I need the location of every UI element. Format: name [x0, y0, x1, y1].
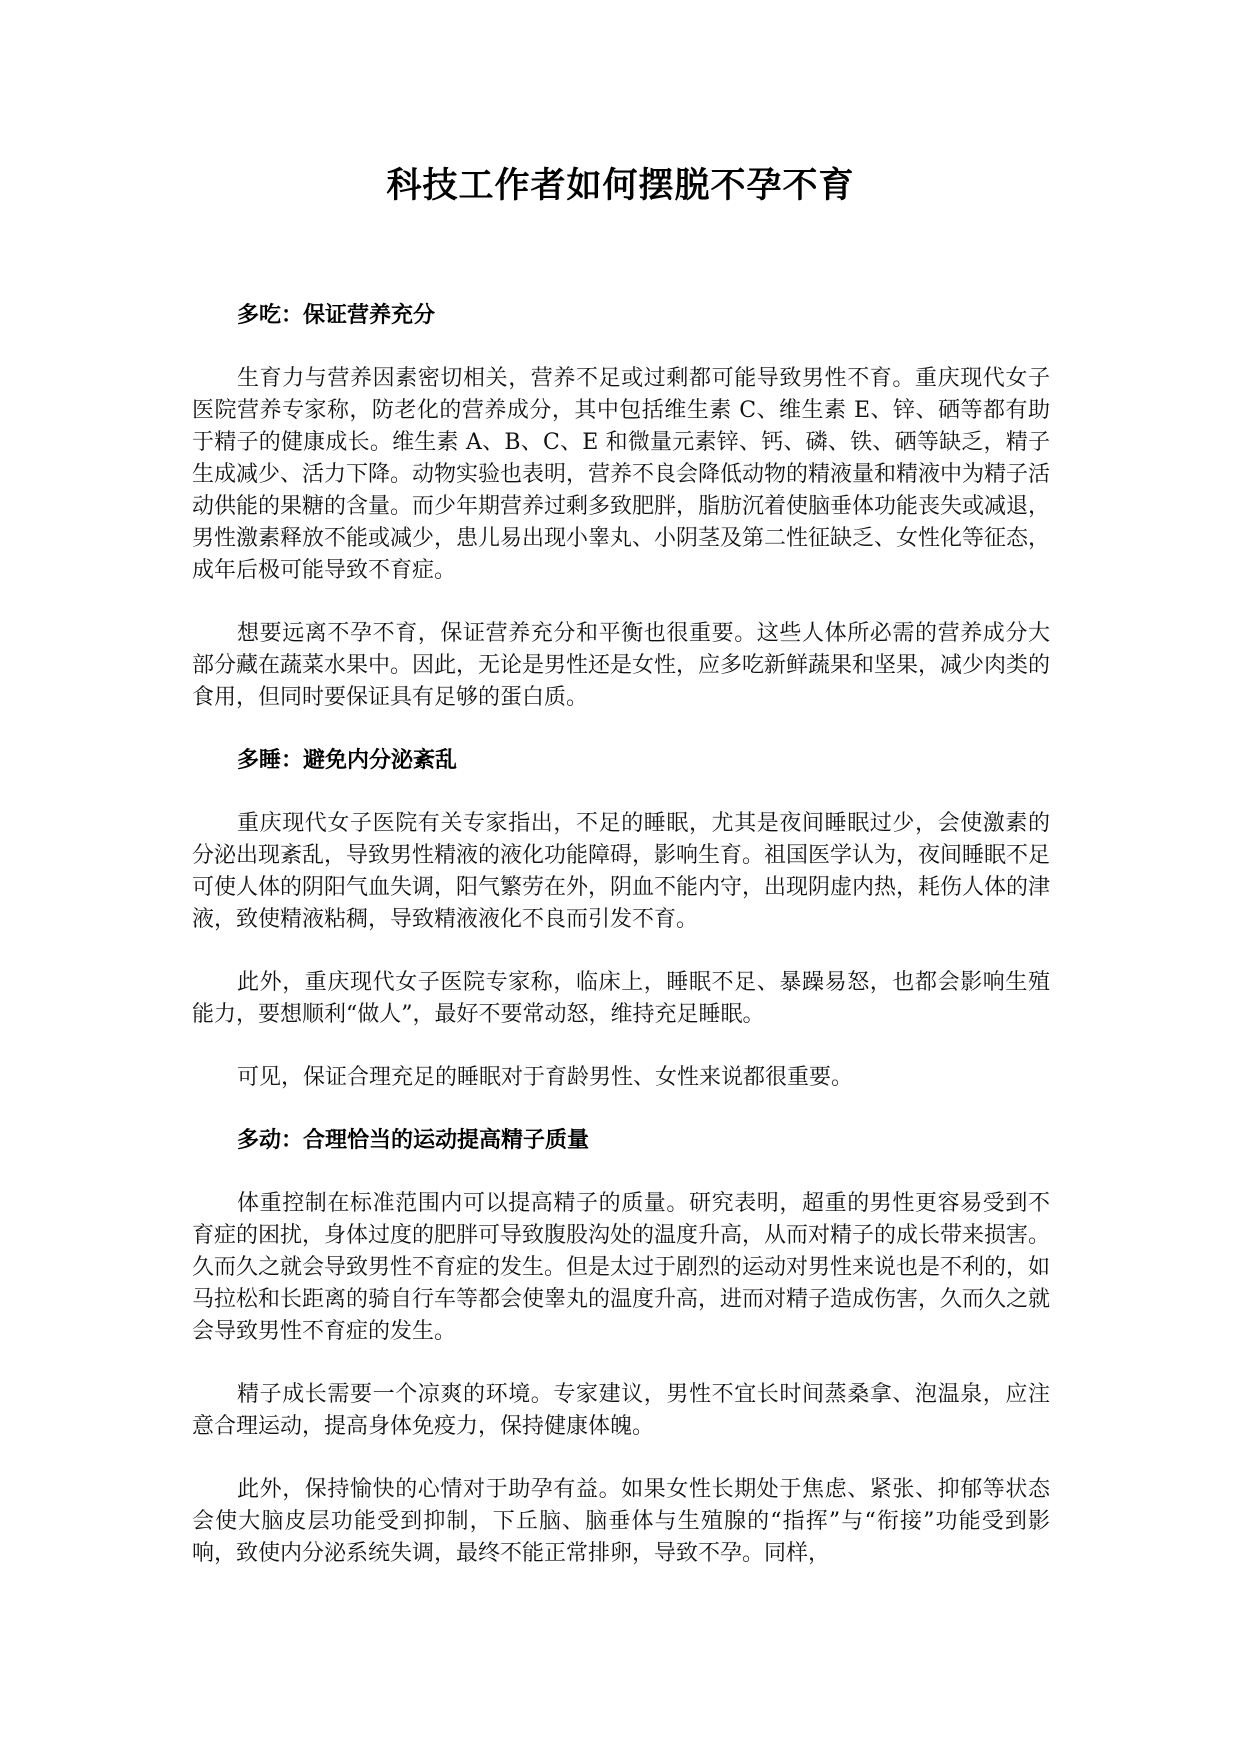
section-exercise — [192, 1125, 1050, 1570]
body-paragraph: 生育力与营养因素密切相关，营养不足或过剩都可能导致男性不育。重庆现代女子医院营养专家称，防老化的营养成分，其中包括维生素 C、维生素 E、锌、硒等都有助于精子的健康成长。维生素 A、B、C、E 和微量元素锌、钙、磷、铁、硒等缺乏，精子生成减少、活力下降。动物实验也表明，营养不良会降低动物的精液量和精液中为精子活动供能的果糖的含量。而少年期营养过剩多致肥胖，脂肪沉着使脑垂体功能丧失或减退，男性激素释放不能或减少，患儿易出现小睾丸、小阴茎及第二性征缺乏、女性化等征态，成年后极可能导致不育症。 — [192, 366, 1051, 583]
section-eat — [192, 300, 1050, 714]
section-heading: 多动：合理恰当的运动提高精子质量 — [237, 1128, 590, 1153]
body-paragraph: 可见，保证合理充足的睡眠对于育龄男性、女性来说都很重要。 — [237, 1065, 854, 1090]
document-title: 科技工作者如何摆脱不孕不育 — [386, 165, 855, 206]
body-paragraph: 重庆现代女子医院有关专家指出，不足的睡眠，尤其是夜间睡眠过少，会使激素的分泌出现紊乱，导致男性精液的液化功能障碍，影响生育。祖国医学认为，夜间睡眠不足可使人体的阴阳气血失调，阳气繁劳在外，阴血不能内守，出现阴虚内热，耗伤人体的津液，致使精液粘稠，导致精液液化不良而引发不育。 — [192, 811, 1051, 932]
section-sleep — [192, 745, 1050, 1094]
body-paragraph: 体重控制在标准范围内可以提高精子的质量。研究表明，超重的男性更容易受到不育症的困扰，身体过度的肥胖可导致腹股沟处的温度升高，从而对精子的成长带来损害。久而久之就会导致男性不育症的发生。但是太过于剧烈的运动对男性来说也是不利的，如马拉松和长距离的骑自行车等都会使睾丸的温度升高，进而对精子造成伤害，久而久之就会导致男性不育症的发生。 — [192, 1191, 1051, 1344]
body-paragraph: 此外，保持愉快的心情对于助孕有益。如果女性长期处于焦虑、紧张、抑郁等状态会使大脑皮层功能受到抑制，下丘脑、脑垂体与生殖腺的“指挥”与“衔接”功能受到影响，致使内分泌系统失调，最终不能正常排卵，导致不孕。同样， — [192, 1477, 1050, 1566]
section-heading: 多吃：保证营养充分 — [237, 303, 436, 328]
document-body — [192, 300, 1050, 1570]
body-paragraph: 想要远离不孕不育，保证营养充分和平衡也很重要。这些人体所必需的营养成分大部分藏在蔬菜水果中。因此，无论是男性还是女性，应多吃新鲜蔬果和坚果，减少肉类的食用，但同时要保证具有足够的蛋白质。 — [192, 621, 1051, 710]
section-heading: 多睡：避免内分泌紊乱 — [237, 748, 458, 773]
body-paragraph: 精子成长需要一个凉爽的环境。专家建议，男性不宜长时间蒸桑拿、泡温泉，应注意合理运动，提高身体免疫力，保持健康体魄。 — [192, 1382, 1050, 1439]
body-paragraph: 此外，重庆现代女子医院专家称，临床上，睡眠不足、暴躁易怒，也都会影响生殖能力，要想顺利“做人”，最好不要常动怒，维持充足睡眠。 — [192, 970, 1050, 1027]
